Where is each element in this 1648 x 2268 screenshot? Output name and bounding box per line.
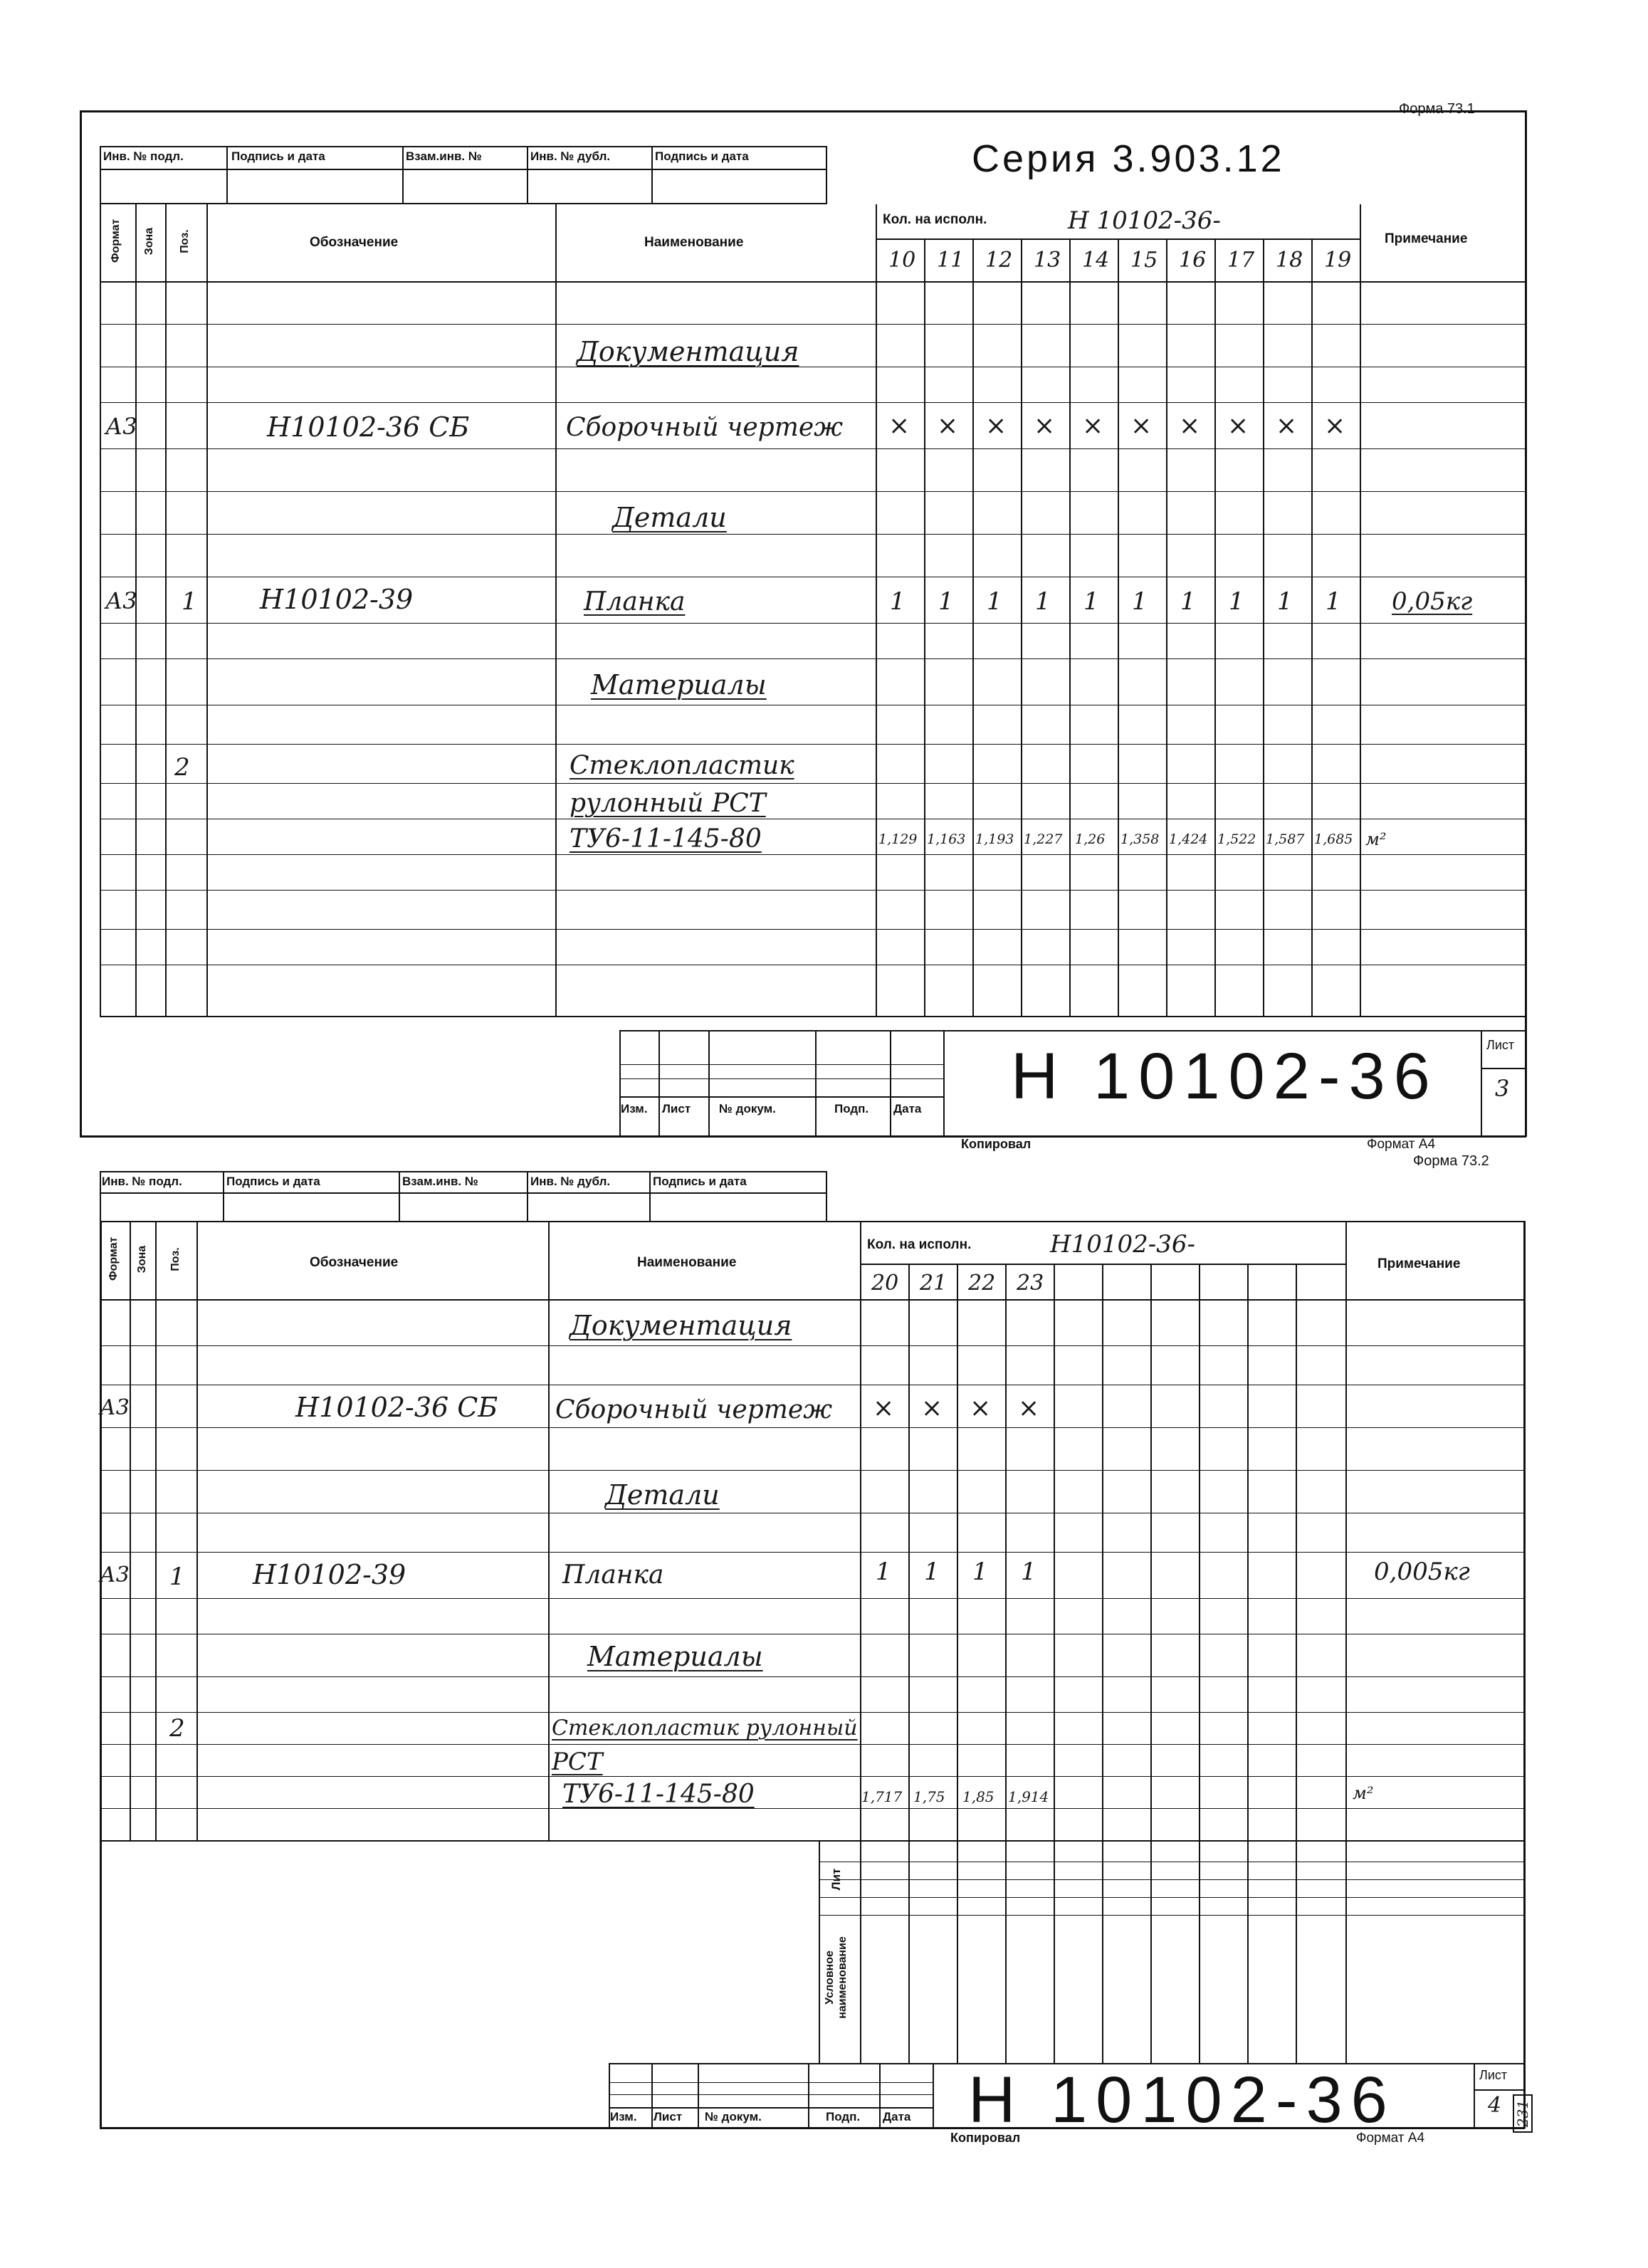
format-label: Формат А4 [1356,2131,1425,2146]
row-pos: 2 [174,753,190,782]
edge-mark: 231 [1513,2094,1533,2133]
col-header-zone: Зона [143,227,155,256]
stamp-col-doc-no: № докум. [719,1102,776,1115]
stamp-col-doc-no: № докум. [705,2110,762,2123]
qty-cell: 1,587 [1266,831,1305,847]
stamp-sheet-label: Лист [1486,1038,1515,1052]
row-format: А3 [105,413,137,440]
row-name-line: рулонный РСТ [570,789,766,818]
sign-cell-signature: Подпись и дата [226,1175,320,1188]
stamp-sheet-number: 4 [1488,2093,1502,2118]
row-format: А3 [100,1395,130,1420]
stamp-col-date: Дата [893,1102,922,1115]
variant-number: 17 [1227,248,1255,273]
row-format: А3 [100,1563,130,1587]
form-label: Форма 73.2 [1413,1153,1489,1169]
qty-cell: 1 [1180,587,1196,616]
section-docs: Документация [577,336,799,367]
qty-cell: 1 [938,587,954,616]
format-label: Формат А4 [1367,1137,1436,1152]
qty-cell: 1,914 [1008,1788,1049,1805]
col-header-variant: Н10102-36- [1050,1230,1196,1259]
col-header-variant: Н 10102-36- [1068,206,1221,235]
variant-number: 13 [1034,248,1061,273]
qty-cell: 1,717 [861,1788,903,1805]
stamp-col-signature: Подп. [826,2110,861,2123]
qty-cell: 1 [1021,1558,1036,1586]
section-materials: Материалы [587,1641,763,1672]
row-note: 0,005кг [1374,1558,1470,1586]
col-header-format: Формат [110,219,122,263]
row-name-line: Стеклопластик рулонный [552,1716,858,1741]
qty-cell: 1,685 [1314,831,1353,847]
row-name-line: Стеклопластик [570,751,794,780]
section-materials: Материалы [591,669,767,700]
col-header-format: Формат [107,1237,120,1281]
side-label-conditional: Условное наименование [824,1936,849,2019]
qty-cell: × [985,411,1007,441]
row-pos: 2 [169,1714,185,1743]
qty-cell: 1,358 [1120,831,1160,847]
qty-cell: 1 [890,587,906,616]
col-header-zone: Зона [136,1245,148,1274]
variant-number: 22 [968,1271,996,1296]
qty-cell: × [1130,411,1153,441]
row-designation: Н10102-39 [253,1559,406,1590]
form-label: Форма 73.1 [1399,101,1475,117]
col-header-qty: Кол. на исполн. [883,212,987,227]
stamp-col-change: Изм. [610,2110,637,2123]
row-name: Планка [584,587,686,616]
qty-cell: × [1227,411,1249,441]
row-name: Планка [562,1560,664,1590]
col-header-name: Наименование [644,235,744,250]
row-name-line: ТУ6-11-145-80 [562,1780,755,1809]
stamp-sheet-number: 3 [1495,1075,1510,1102]
col-header-note: Примечание [1377,1256,1461,1271]
qty-cell: 1 [1229,587,1244,616]
qty-cell: × [873,1394,895,1423]
sign-cell-signature-2: Подпись и дата [655,149,749,163]
row-name: Сборочный чертеж [555,1395,833,1424]
qty-cell: 1 [1035,587,1051,616]
copied-label: Копировал [961,1137,1032,1151]
variant-number: 23 [1017,1271,1044,1296]
stamp-col-sheet: Лист [662,1102,691,1115]
row-name-line: ТУ6-11-145-80 [570,824,762,854]
row-pos: 1 [182,587,197,616]
row-designation: Н10102-36 СБ [295,1392,498,1423]
qty-cell: × [937,411,959,441]
qty-cell: 1,163 [927,831,966,847]
qty-cell: × [1034,411,1056,441]
sign-cell-inv-dup: Инв. № дубл. [530,149,611,163]
section-parts: Детали [605,1479,720,1511]
qty-cell: × [1018,1394,1040,1423]
qty-cell: 1,522 [1217,831,1256,847]
row-name-line: РСТ [552,1748,603,1776]
qty-cell: × [1324,411,1346,441]
qty-cell: 1 [987,587,1002,616]
stamp-doc-number: Н 10102-36 [968,2064,1396,2136]
variant-number: 10 [888,248,916,273]
row-note: м² [1365,829,1387,849]
variant-number: 16 [1179,248,1207,273]
stamp-col-signature: Подп. [834,1102,869,1115]
col-header-qty: Кол. на исполн. [867,1237,972,1252]
side-label-lit: Лит [829,1868,843,1891]
sign-cell-replaced-inv: Взам.инв. № [406,149,482,163]
qty-cell: × [1276,411,1298,441]
row-note: м² [1353,1783,1374,1803]
qty-cell: 1,75 [913,1788,945,1805]
stamp-doc-number: Н 10102-36 [1011,1040,1439,1113]
qty-cell: 1,26 [1075,831,1106,847]
qty-cell: 1 [924,1558,940,1586]
series-title: Серия 3.903.12 [972,137,1285,180]
qty-cell: 1 [876,1558,891,1586]
qty-cell: 1 [1277,587,1293,616]
qty-cell: 1,129 [878,831,918,847]
stamp-col-sheet: Лист [654,2110,683,2123]
qty-cell: × [921,1394,943,1423]
row-name: Сборочный чертеж [566,413,844,442]
sign-cell-inv-orig: Инв. № подл. [103,149,184,163]
col-header-designation: Обозначение [310,1255,399,1270]
qty-cell: 1 [972,1558,988,1586]
sign-cell-signature: Подпись и дата [231,149,325,163]
col-header-designation: Обозначение [310,235,399,250]
section-docs: Документация [570,1310,792,1341]
copied-label: Копировал [950,2131,1021,2145]
qty-cell: 1 [1083,587,1099,616]
variant-number: 20 [871,1271,899,1296]
qty-cell: × [888,411,910,441]
sign-cell-inv-dup: Инв. № дубл. [530,1175,611,1188]
variant-number: 19 [1324,248,1352,273]
sign-cell-replaced-inv: Взам.инв. № [402,1175,478,1188]
sign-cell-inv-orig: Инв. № подл. [102,1175,182,1188]
stamp-col-date: Дата [883,2110,911,2123]
row-format: А3 [105,587,137,614]
col-header-name: Наименование [637,1255,737,1270]
qty-cell: 1,424 [1169,831,1208,847]
variant-number: 14 [1082,248,1110,273]
col-header-pos: Поз. [169,1247,182,1271]
stamp-col-change: Изм. [621,1102,648,1115]
variant-number: 12 [985,248,1013,273]
section-parts: Детали [612,502,727,533]
sign-cell-signature-2: Подпись и дата [653,1175,747,1188]
qty-cell: × [970,1394,992,1423]
qty-cell: × [1082,411,1104,441]
qty-cell: 1,85 [962,1788,994,1805]
qty-cell: 1,227 [1024,831,1063,847]
variant-number: 15 [1130,248,1158,273]
variant-number: 11 [937,248,965,273]
row-note: 0,05кг [1392,587,1473,616]
row-pos: 1 [169,1563,185,1591]
qty-cell: × [1179,411,1201,441]
qty-cell: 1 [1132,587,1148,616]
row-designation: Н10102-39 [260,584,414,615]
qty-cell: 1 [1326,587,1341,616]
row-designation: Н10102-36 СБ [267,411,470,443]
variant-number: 21 [920,1271,948,1296]
col-header-pos: Поз. [179,229,191,253]
col-header-note: Примечание [1385,231,1468,246]
qty-cell: 1,193 [975,831,1014,847]
stamp-sheet-label: Лист [1479,2068,1508,2082]
variant-number: 18 [1276,248,1303,273]
